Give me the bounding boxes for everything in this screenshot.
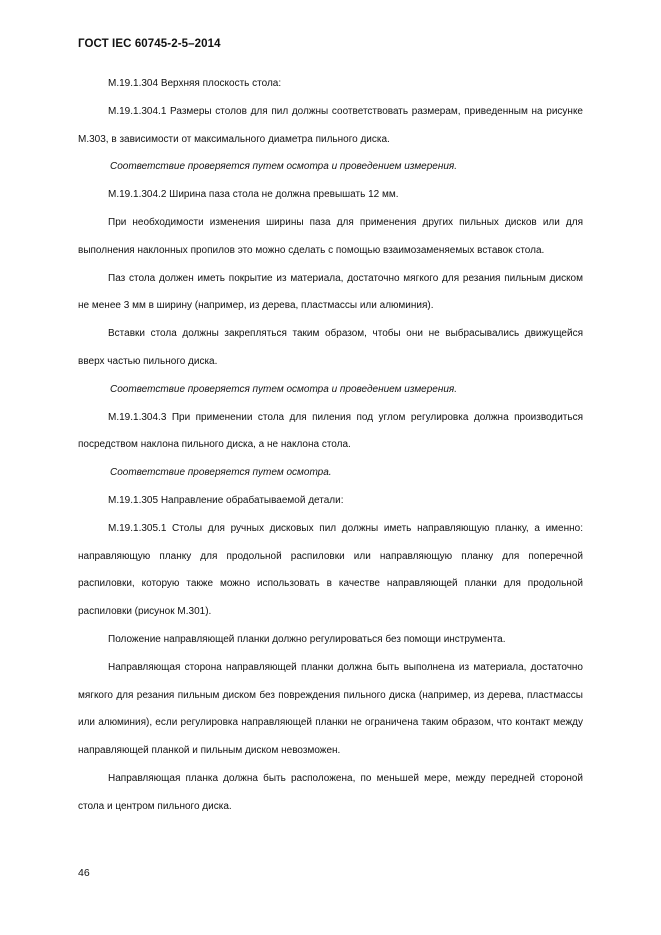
paragraph: M.19.1.305.1 Столы для ручных дисковых пил должны иметь направляющую планку, а именно: направляющую планку для продольной распиловки или направляющую планку для поперечной распиловки, которую также можно использовать в качестве направляющей планки для продольной распиловки (рисунок M.301). <box>78 522 583 618</box>
compliance-note: Соответствие проверяется путем осмотра. <box>110 467 332 479</box>
compliance-note: Соответствие проверяется путем осмотра и проведением измерения. <box>110 383 458 395</box>
paragraph: M.19.1.304.2 Ширина паза стола не должна превышать 12 мм. <box>108 189 399 201</box>
paragraph: Паз стола должен иметь покрытие из материала, достаточно мягкого для резания пильным диском не менее 3 мм в ширину (например, из дерева, пластмассы или алюминия). <box>78 272 583 312</box>
compliance-note: Соответствие проверяется путем осмотра и проведением измерения. <box>110 161 458 173</box>
paragraph: M.19.1.304.1 Размеры столов для пил должны соответствовать размерам, приведенным на рисунке M.303, в зависимости от максимального диаметра пильного диска. <box>78 105 583 145</box>
paragraph: M.19.1.305 Направление обрабатываемой детали: <box>108 494 344 506</box>
paragraph: Направляющая сторона направляющей планки должна быть выполнена из материала, достаточно мягкого для резания пильным диском без повреждения пильного диска (например, из дерева, пластмассы или алюминия), если регулировка направляющей планки не ограничена таким образом, что контакт между направляющей планкой и пильным диском невозможен. <box>78 661 583 757</box>
page-number: 46 <box>78 867 90 879</box>
document-header: ГОСТ IEC 60745-2-5–2014 <box>78 38 221 50</box>
paragraph: При необходимости изменения ширины паза для применения других пильных дисков или для выполнения наклонных пропилов это можно сделать с помощью взаимозаменяемых вставок стола. <box>78 216 583 256</box>
paragraph: Положение направляющей планки должно регулироваться без помощи инструмента. <box>108 633 506 645</box>
paragraph: Вставки стола должны закрепляться таким образом, чтобы они не выбрасывались движущейся вверх частью пильного диска. <box>78 328 583 367</box>
paragraph: M.19.1.304 Верхняя плоскость стола: <box>108 78 282 89</box>
document-body <box>78 70 583 821</box>
paragraph: M.19.1.304.3 При применении стола для пиления под углом регулировка должна производиться посредством наклона пильного диска, а не наклона стола. <box>78 411 583 451</box>
paragraph: Направляющая планка должна быть расположена, по меньшей мере, между передней стороной стола и центром пильного диска. <box>78 772 583 812</box>
